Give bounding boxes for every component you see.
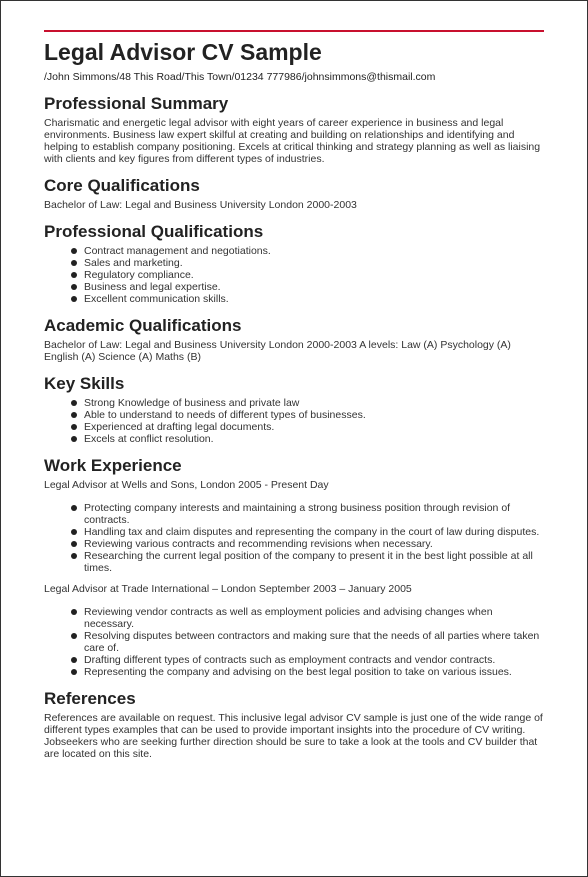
list-item: Resolving disputes between contractors and making sure that the needs of all parties where taken care of.	[84, 630, 544, 654]
summary-text: Charismatic and energetic legal advisor with eight years of career experience in business and legal environments. Business law expert skilful at creating and building on relationships and identifying and helping to establish company positioning. Excels at critical thinking and strategy planning as well as liaising with clients and key figures from different types of industries.	[44, 117, 541, 165]
list-item: Reviewing vendor contracts as well as employment policies and advising changes when necessary.	[84, 606, 544, 630]
cv-document	[44, 38, 544, 760]
section-heading-professional: Professional Qualifications	[44, 222, 264, 241]
job-duties-list	[44, 606, 544, 678]
list-item: Excellent communication skills.	[84, 293, 544, 305]
list-item: Excels at conflict resolution.	[84, 433, 544, 445]
list-item: Able to understand to needs of different types of businesses.	[84, 409, 544, 421]
list-item: Reviewing various contracts and recommending revisions when necessary.	[84, 538, 544, 550]
section-heading-skills: Key Skills	[44, 374, 125, 393]
list-item: Contract management and negotiations.	[84, 245, 544, 257]
job-title: Legal Advisor at Wells and Sons, London 2005 - Present Day	[44, 479, 329, 491]
contact-line: /John Simmons/48 This Road/This Town/01234 777986/johnsimmons@thismail.com	[44, 71, 436, 83]
academic-qualifications-text: Bachelor of Law: Legal and Business University London 2000-2003 A levels: Law (A) Psychology (A) English (A) Science (A) Maths (B)	[44, 339, 511, 363]
section-heading-core: Core Qualifications	[44, 176, 200, 195]
core-qualifications-text: Bachelor of Law: Legal and Business University London 2000-2003	[44, 199, 357, 211]
list-item: Representing the company and advising on the best legal position to take on various issues.	[84, 666, 544, 678]
section-heading-references: References	[44, 689, 136, 708]
section-heading-summary: Professional Summary	[44, 94, 229, 113]
professional-qualifications-list	[44, 245, 544, 305]
job-duties-list	[44, 502, 544, 574]
references-text: References are available on request. This inclusive legal advisor CV sample is just one of the wide range of different types examples that can be used to provide important insights into the procedure of CV writing. Jobseekers who are seeking further direction should be sure to take a look at the tools and CV builder that are located on this site.	[44, 712, 543, 760]
section-heading-academic: Academic Qualifications	[44, 316, 242, 335]
list-item: Protecting company interests and maintaining a strong business position through revision of contracts.	[84, 502, 544, 526]
list-item: Handling tax and claim disputes and representing the company in the court of law during disputes.	[84, 526, 544, 538]
cv-title: Legal Advisor CV Sample	[44, 39, 322, 65]
list-item: Regulatory compliance.	[84, 269, 544, 281]
key-skills-list	[44, 397, 544, 445]
list-item: Business and legal expertise.	[84, 281, 544, 293]
list-item: Drafting different types of contracts such as employment contracts and vendor contracts.	[84, 654, 544, 666]
list-item: Experienced at drafting legal documents.	[84, 421, 544, 433]
list-item: Sales and marketing.	[84, 257, 544, 269]
job-title: Legal Advisor at Trade International – London September 2003 – January 2005	[44, 583, 412, 595]
list-item: Strong Knowledge of business and private law	[84, 397, 544, 409]
header-accent-line	[44, 30, 544, 32]
list-item: Researching the current legal position of the company to present it in the best light possible at all times.	[84, 550, 544, 574]
section-heading-work: Work Experience	[44, 456, 182, 475]
